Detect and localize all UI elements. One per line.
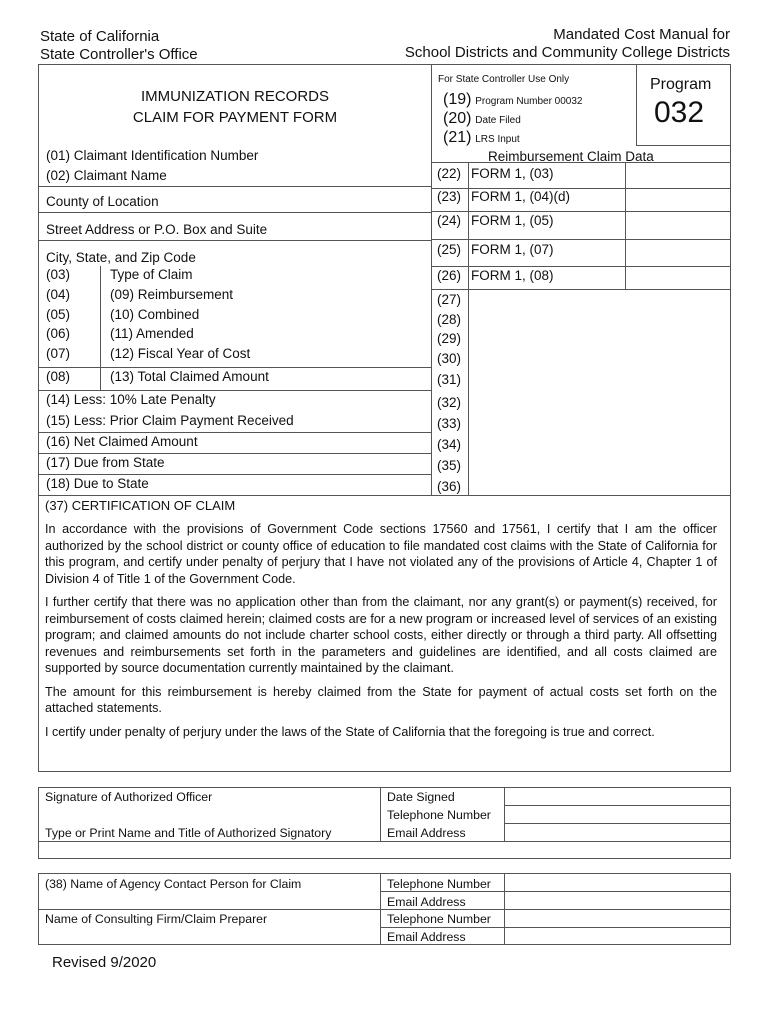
- consulting-email-label: Email Address: [387, 930, 466, 944]
- controller-use-label: For State Controller Use Only: [438, 74, 570, 85]
- street-label: Street Address or P.O. Box and Suite: [46, 222, 268, 237]
- form-title: [130, 86, 340, 128]
- amount-row: (18) Due to State: [46, 476, 149, 491]
- claim-num: (06): [46, 326, 71, 341]
- cert-paragraph-1: In accordance with the provisions of Government Code sections 17560 and 17561, I certify that I am the officer authorized by the school district or county office of education to file mandated cost claims with the State of California for this program, and certify under penalty of perjury that I have not violated any of the provisions of Article 4, Chapter 1 of Division 4 of Title 1 of the Government Code.: [45, 522, 717, 586]
- right-row: (31): [437, 372, 462, 387]
- manual-subtitle: School Districts and Community College Districts: [404, 44, 730, 61]
- claim-label: (12) Fiscal Year of Cost: [110, 346, 251, 361]
- email-label: Email Address: [387, 826, 466, 840]
- reimbursement-header: Reimbursement Claim Data: [488, 149, 654, 164]
- email-input[interactable]: [505, 824, 730, 840]
- item-num: (19): [443, 91, 472, 108]
- claim-num: (08): [46, 369, 71, 384]
- form-title-line2: CLAIM FOR PAYMENT FORM: [132, 109, 338, 126]
- contact-email-label: Email Address: [387, 895, 466, 909]
- revised-date: Revised 9/2020: [52, 954, 157, 971]
- cert-paragraph-2: I further certify that there was no application other than from the claimant, nor any grant(s) or payment(s) received, for reimbursement of costs claimed herein; claimed costs are for a new program or increased level of services of an existing program; and claimed amounts do not include charter school costs, either directly or through a third party. All offsetting revenues and reimbursements set forth in the parameters and guidelines are identified, and all costs claimed are supported by source documentation currently maintained by the claimant.: [45, 595, 717, 675]
- item-label: Date Filed: [475, 115, 521, 126]
- state-name: State of California: [40, 28, 160, 45]
- amount-row: (14) Less: 10% Late Penalty: [46, 392, 216, 407]
- consulting-firm-label: Name of Consulting Firm/Claim Preparer: [45, 912, 268, 926]
- right-row: (33): [437, 416, 462, 431]
- right-row: (34): [437, 437, 462, 452]
- certification-text: [45, 521, 717, 747]
- claim-num: (03): [46, 267, 71, 282]
- right-row: (23) FORM 1, (04)(d): [437, 189, 571, 204]
- right-row: (29): [437, 331, 462, 346]
- right-row: (32): [437, 395, 462, 410]
- amount-row: (17) Due from State: [46, 455, 165, 470]
- claim-label: Type of Claim: [110, 267, 193, 282]
- office-name: State Controller's Office: [40, 46, 198, 63]
- telephone-input[interactable]: [505, 806, 730, 822]
- right-row: (30): [437, 351, 462, 366]
- county-label: County of Location: [46, 194, 159, 209]
- manual-title: Mandated Cost Manual for: [553, 26, 730, 43]
- header-right: [405, 26, 730, 62]
- contact-person-label: (38) Name of Agency Contact Person for Claim: [45, 877, 302, 891]
- claimant-name-label: (02) Claimant Name: [46, 168, 167, 183]
- certification-title: (37) CERTIFICATION OF CLAIM: [45, 498, 236, 513]
- signature-label: Signature of Authorized Officer: [45, 790, 213, 804]
- claim-num: (05): [46, 307, 71, 322]
- claim-num: (04): [46, 287, 71, 302]
- right-row: (28): [437, 312, 462, 327]
- claimant-id-label: (01) Claimant Identification Number: [46, 148, 259, 163]
- amount-row: (16) Net Claimed Amount: [46, 434, 198, 449]
- item-label: Program Number 00032: [475, 96, 583, 107]
- controller-use-items: [443, 91, 583, 148]
- program-number: 032: [654, 96, 705, 129]
- signature-input[interactable]: [505, 788, 730, 804]
- item-num: (20): [443, 110, 472, 127]
- claim-label: (09) Reimbursement: [110, 287, 234, 302]
- cert-paragraph-4: I certify under penalty of perjury under the laws of the State of California that the foregoing is true and correct.: [45, 724, 655, 739]
- right-row: (35): [437, 458, 462, 473]
- right-row: (24) FORM 1, (05): [437, 213, 554, 228]
- city-label: City, State, and Zip Code: [46, 250, 196, 265]
- item-label: LRS Input: [475, 134, 520, 145]
- program-label: Program: [650, 76, 712, 93]
- contact-telephone-label: Telephone Number: [387, 877, 491, 891]
- claim-num: (07): [46, 346, 71, 361]
- form-title-line1: IMMUNIZATION RECORDS: [140, 88, 330, 105]
- amount-rows: [46, 392, 294, 497]
- type-print-label: Type or Print Name and Title of Authorized Signatory: [45, 826, 332, 840]
- right-row: (36): [437, 479, 462, 494]
- right-row: (22) FORM 1, (03): [437, 166, 554, 181]
- claim-label: (11) Amended: [110, 326, 194, 341]
- consulting-telephone-label: Telephone Number: [387, 912, 491, 926]
- right-row: (26) FORM 1, (08): [437, 268, 554, 283]
- date-signed-label: Date Signed: [387, 790, 455, 804]
- amount-row: (15) Less: Prior Claim Payment Received: [46, 413, 294, 428]
- item-num: (21): [443, 129, 472, 146]
- right-rows: [437, 166, 727, 494]
- claim-label: (10) Combined: [110, 307, 200, 322]
- right-row: (25) FORM 1, (07): [437, 242, 554, 257]
- claim-label: (13) Total Claimed Amount: [110, 369, 269, 384]
- cert-paragraph-3: The amount for this reimbursement is hereby claimed from the State for payment of actual costs set forth on the attached statements.: [45, 684, 717, 715]
- header-left: [40, 28, 198, 64]
- right-row: (27): [437, 292, 462, 307]
- telephone-label: Telephone Number: [387, 808, 491, 822]
